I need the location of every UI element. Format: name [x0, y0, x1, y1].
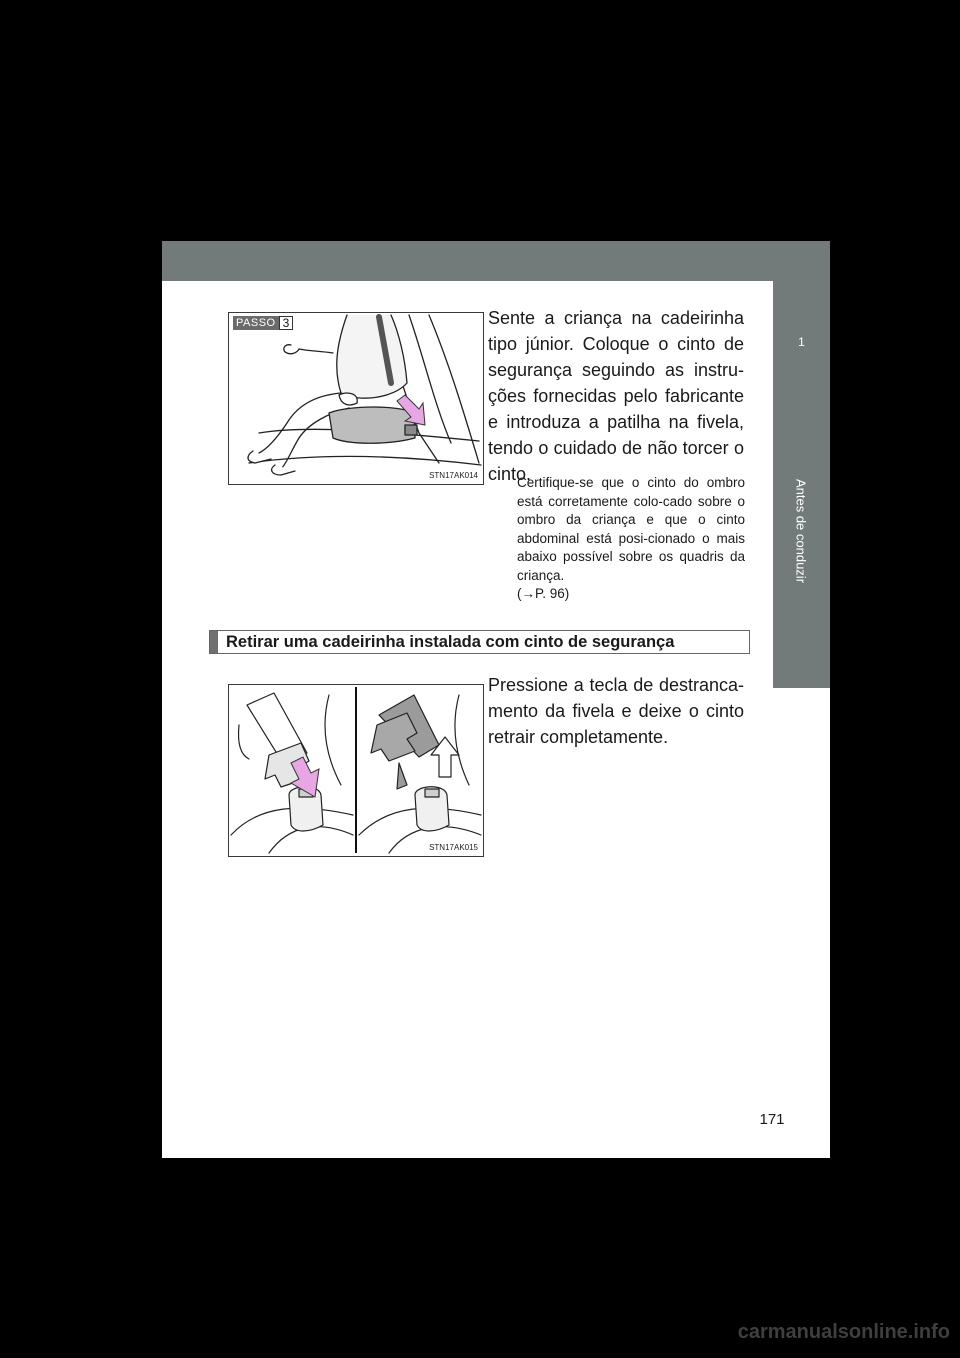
- figure-code: STN17AK015: [429, 843, 478, 852]
- step3-note-reference[interactable]: (→P. 96): [517, 586, 570, 601]
- step3-instruction: Sente a criança na cadeirinha tipo júnior. Coloque o cinto de segurança seguindo as instru-ções fornecidas pelo fabricante e introduza a patilha na fivela, tendo o cuidado de não torcer o cinto.: [488, 308, 744, 484]
- manual-page: [162, 241, 830, 1158]
- watermark-text[interactable]: carmanualsonline.info: [737, 1321, 950, 1343]
- chapter-title: Antes de conduzir: [793, 478, 809, 584]
- section-heading: [209, 630, 750, 654]
- chapter-side-tab[interactable]: [773, 281, 830, 688]
- step3-note: [517, 474, 745, 604]
- header-band: [162, 241, 830, 281]
- figure-code: STN17AK014: [429, 471, 478, 480]
- child-booster-seat-drawing: [229, 313, 483, 484]
- step3-illustration: [228, 312, 484, 485]
- buckle-release-illustration: [228, 684, 484, 857]
- chapter-number: 1: [798, 335, 805, 349]
- page-number: 171: [759, 1111, 785, 1128]
- step3-note-text: Certifique-se que o cinto do ombro está corretamente colo-cado sobre o ombro da criança e que o cinto abdominal está posi-cionado o mais abaixo possível sobre os quadris da criança.: [517, 475, 745, 583]
- buckle-release-drawing: [229, 685, 483, 856]
- section-heading-title: Retirar uma cadeirinha instalada com cinto de segurança: [226, 633, 675, 651]
- step-badge: [233, 316, 293, 330]
- step-badge-word: PASSO: [233, 316, 279, 330]
- section-heading-bar: [210, 631, 218, 653]
- section-instruction: Pressione a tecla de destranca-mento da fivela e deixe o cinto retrair completamente.: [488, 675, 744, 747]
- step-badge-number: 3: [279, 316, 294, 330]
